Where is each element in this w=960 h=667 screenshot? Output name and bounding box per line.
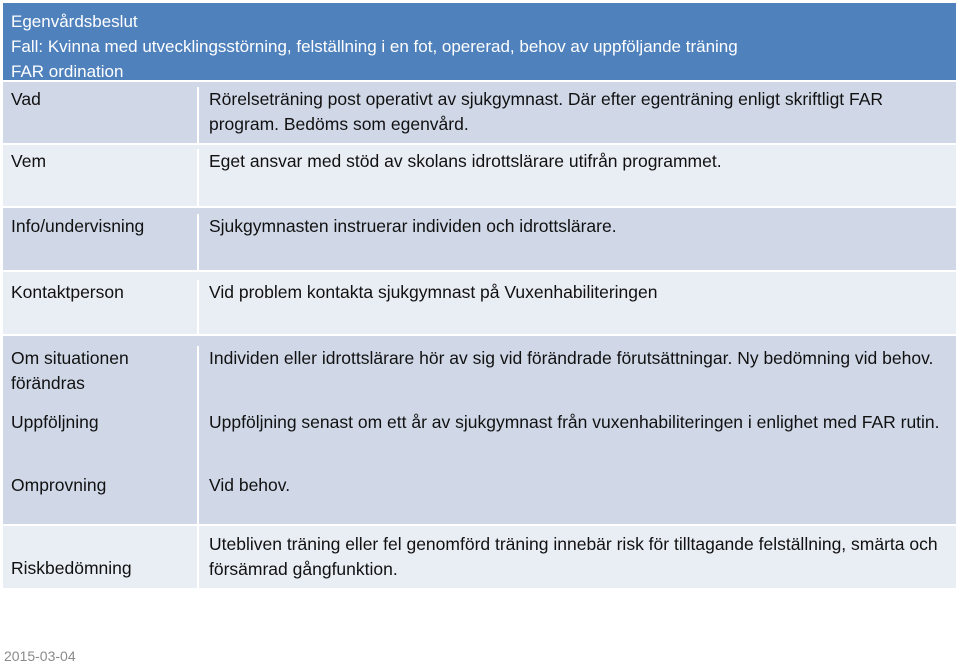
footer-date: 2015-03-04 bbox=[4, 648, 76, 664]
table-row-situation bbox=[3, 336, 956, 526]
header-ordination: FAR ordination bbox=[11, 62, 124, 81]
row-label-vad: Vad bbox=[3, 87, 199, 143]
row-value-situation: Individen eller idrottslärare hör av sig vid förändrade förutsättningar. Ny bedömning vid behov. bbox=[209, 348, 934, 368]
row-value-risk: Utebliven träning eller fel genomförd träning innebär risk för tilltagande felställning, smärta och försämrad gångfunktion. bbox=[209, 534, 938, 579]
egenvard-table bbox=[3, 3, 956, 588]
row-label-info: Info/undervisning bbox=[3, 214, 199, 270]
table-row-vem bbox=[3, 145, 956, 208]
table-row-info bbox=[3, 208, 956, 272]
row-value-info: Sjukgymnasten instruerar individen och idrottslärare. bbox=[209, 216, 617, 236]
row-label-risk: Riskbedömning bbox=[3, 526, 199, 588]
table-row-vad bbox=[3, 82, 956, 145]
row-value-omprovning: Vid behov. bbox=[209, 475, 291, 495]
header-case: Fall: Kvinna med utvecklingsstörning, felställning i en fot, opererad, behov av uppföljande träning bbox=[11, 37, 738, 56]
row-value-kontakt: Vid problem kontakta sjukgymnast på Vuxenhabiliteringen bbox=[209, 282, 658, 302]
row-value-situation-group bbox=[199, 346, 956, 524]
row-value-vem: Eget ansvar med stöd av skolans idrottslärare utifrån programmet. bbox=[209, 151, 722, 171]
row-value-uppfoljning: Uppföljning senast om ett år av sjukgymnast från vuxenhabiliteringen i enlighet med FAR rutin. bbox=[209, 412, 940, 432]
row-value-vad: Rörelseträning post operativt av sjukgymnast. Där efter egenträning enligt skriftligt FAR program. Bedöms som egenvård. bbox=[209, 89, 884, 134]
row-label-situation-group bbox=[3, 346, 199, 524]
row-label-omprovning: Omprovning bbox=[11, 475, 107, 495]
table-row-kontakt bbox=[3, 272, 956, 336]
header-title: Egenvårdsbeslut bbox=[11, 12, 138, 31]
row-label-kontakt: Kontaktperson bbox=[3, 280, 199, 334]
row-label-uppfoljning: Uppföljning bbox=[11, 412, 99, 432]
row-label-vem: Vem bbox=[3, 149, 199, 206]
row-label-situation: Om situationen förändras bbox=[11, 348, 129, 393]
table-row-risk bbox=[3, 526, 956, 588]
table-header bbox=[3, 3, 956, 82]
